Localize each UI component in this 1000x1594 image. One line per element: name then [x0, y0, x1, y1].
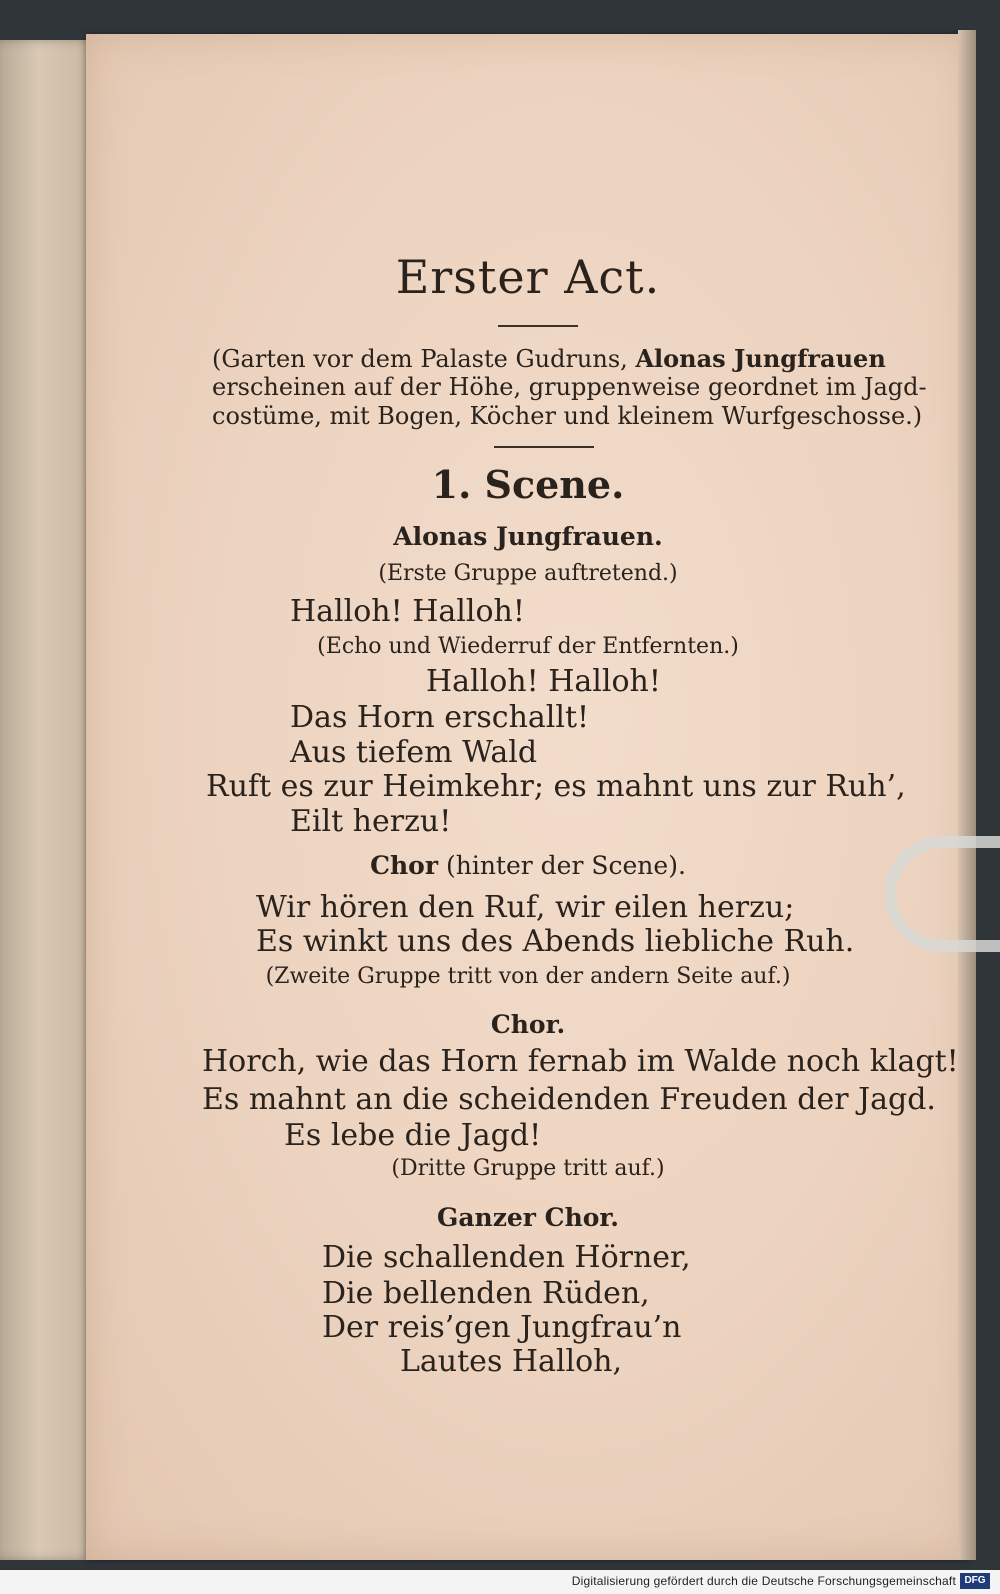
stage-note: (Dritte Gruppe tritt auf.): [391, 1156, 665, 1181]
stage-direction-emphasis: Alonas Jungfrauen: [635, 344, 886, 373]
speaker-name: Chor: [370, 851, 439, 880]
verse-line: Wir hören den Ruf, wir eilen herzu;: [256, 890, 795, 925]
scene-divider: [494, 446, 594, 448]
verse-line: Ruft es zur Heimkehr; es mahnt uns zur Ruh’,: [206, 769, 906, 804]
stage-note: (Zweite Gruppe tritt von der andern Seite auf.): [265, 964, 791, 989]
speaker-name: Alonas Jungfrauen.: [393, 522, 663, 551]
verse-line: Halloh! Halloh!: [426, 664, 661, 699]
verse-line: Das Horn erschallt!: [290, 700, 590, 735]
verse-line: Es lebe die Jagd!: [284, 1118, 542, 1153]
speaker-name: Ganzer Chor.: [436, 1203, 620, 1232]
stage-direction-text: (Garten vor dem Palaste Gudruns,: [212, 345, 628, 373]
stage-direction-line-2: erscheinen auf der Höhe, gruppenweise geordnet im Jagd-: [212, 373, 927, 401]
speaker-with-note: [86, 851, 970, 880]
verse-line: Es winkt uns des Abends liebliche Ruh.: [256, 924, 855, 959]
verse-line: Horch, wie das Horn fernab im Walde noch klagt!: [202, 1044, 959, 1079]
verse-line: Es mahnt an die scheidenden Freuden der Jagd.: [202, 1082, 936, 1117]
stage-note: (hinter der Scene).: [445, 851, 686, 880]
digitization-credit: Digitalisierung gefördert durch die Deutsche Forschungsgemeinschaft: [571, 1574, 956, 1588]
stage-direction-line-3: costüme, mit Bogen, Köcher und kleinem Wurfgeschosse.): [212, 402, 923, 430]
stage-direction-line-1: [212, 344, 886, 373]
verse-line: Die schallenden Hörner,: [322, 1240, 691, 1275]
left-page-edge: [0, 40, 96, 1560]
verse-line: Eilt herzu!: [290, 804, 452, 839]
verse-line: Die bellenden Rüden,: [322, 1276, 650, 1311]
stage-note: (Echo und Wiederruf der Entfernten.): [317, 634, 739, 659]
verse-line: Lautes Halloh,: [400, 1344, 623, 1379]
title-divider: [498, 325, 578, 327]
speaker-name: Chor.: [490, 1010, 566, 1039]
verse-line: Aus tiefem Wald: [290, 735, 538, 770]
scene-heading: 1. Scene.: [431, 462, 625, 507]
act-title: Erster Act.: [395, 250, 661, 304]
dfg-logo: DFG: [960, 1573, 990, 1589]
verse-line: Der reis’gen Jungfrau’n: [322, 1310, 682, 1345]
stage-note: (Erste Gruppe auftretend.): [378, 561, 678, 586]
verse-line: Halloh! Halloh!: [290, 594, 525, 629]
